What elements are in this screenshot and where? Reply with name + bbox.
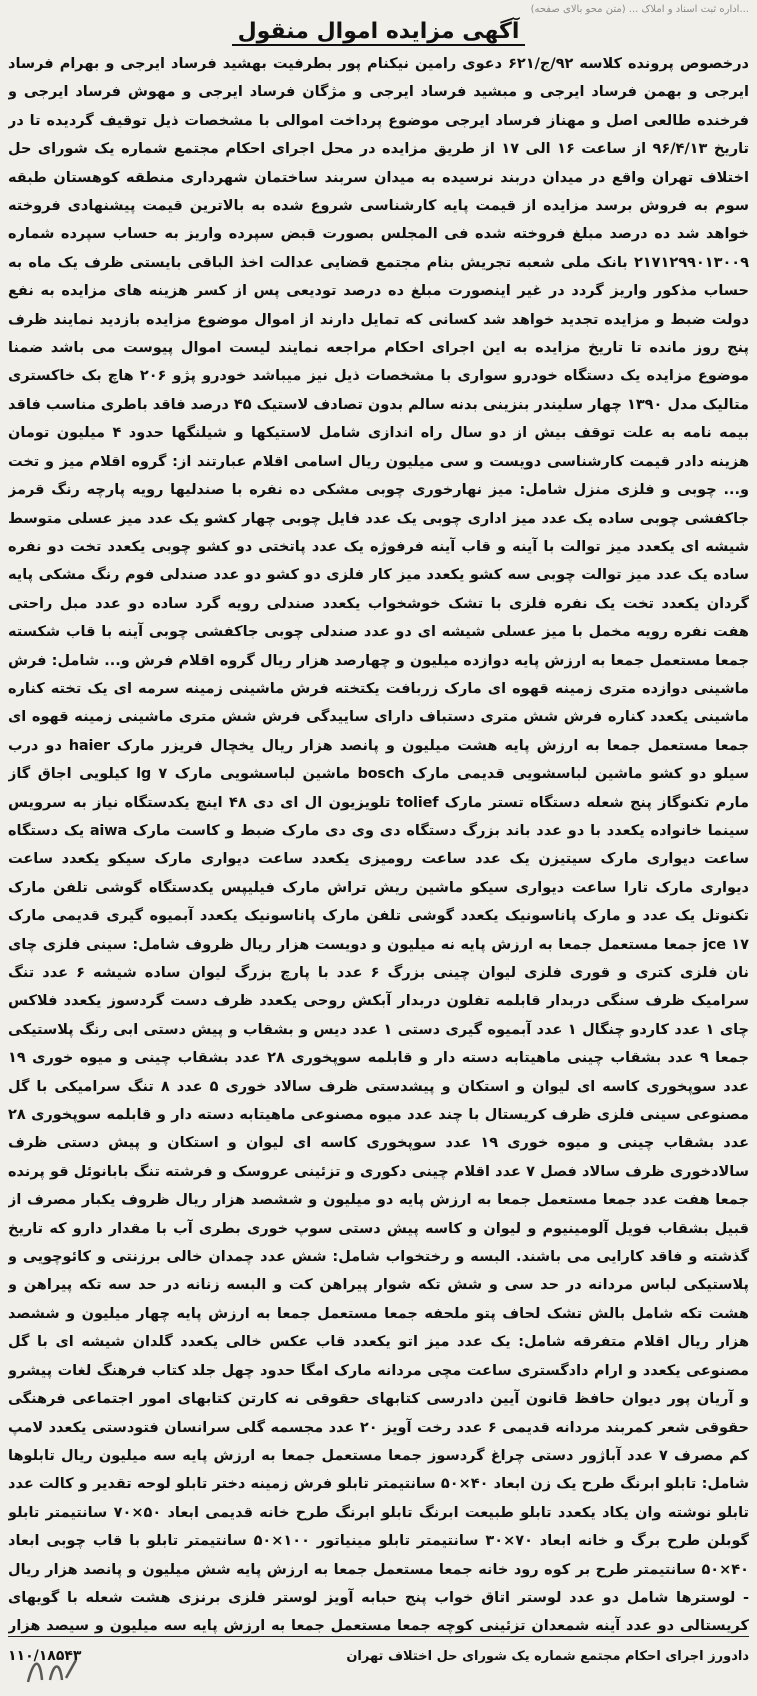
- signature-line: دادورز اجرای احکام مجتمع شماره یک شورای حل اختلاف تهران: [346, 1648, 749, 1664]
- notice-title-text: آگهی مزایده اموال منقول: [232, 19, 526, 46]
- notice-title: [8, 18, 749, 46]
- top-strip-text: ...اداره ثبت اسناد و املاک ... (متن محو بالای صفحه): [530, 4, 749, 15]
- handwritten-mark-icon: [20, 1650, 80, 1690]
- notice-code: ۱۱۰/۱۸۵۴۳: [8, 1648, 82, 1664]
- notice-footer: [8, 1636, 749, 1671]
- notice-body: درخصوص پرونده کلاسه ۹۲/ج/۶۲۱ دعوی رامین نیکنام پور بطرفیت بهشید فرساد ایرجی و بهرام فرساد ایرجی و بهمن فرساد ایرجی و مبشید فرساد ایرجی و مژگان فرساد ایرجی و مهوش فرساد ایرجی و فرخنده طالعی اصل و مهناز فرساد ایرجی موضوع پرداخت اموالی با مشخصات ذیل توقیف گردیده تا در تاریخ ۹۶/۴/۱۳ از ساعت ۱۶ الی ۱۷ از طریق مزایده در محل اجرای احکام مجتمع شماره یک شورای حل اختلاف تهران واقع در میدان دربند نرسیده به میدان سربند ساختمان شهرداری منطقه کوهستان طبقه سوم به فروش برسد مزایده از قیمت پایه کارشناسی شروع شده به بالاترین قیمت پیشنهادی فروخته خواهد شد ده درصد مبلغ فروخته شده فی المجلس بصورت قبض سپرده واریز به حساب سپرده شماره ۲۱۷۱۲۹۹۰۱۳۰۰۹ بانک ملی شعبه تجریش بنام مجتمع قضایی عدالت اخذ الباقی بایستی ظرف یک ماه به حساب مذکور واریز گردد در غیر اینصورت مبلغ ده درصد تودیعی پس از کسر هزینه های مزایده به نفع دولت ضبط و مزایده تجدید خواهد شد کسانی که تمایل دارند از اموال موضوع مزایده بازدید نمایند ظرف پنج روز مانده تا تاریخ مزایده به این اجرای احکام مراجعه نمایند لیست اموال پیوست می باشد ضمنا موضوع مزایده یک دستگاه خودرو سواری با مشخصات ذیل نیز میباشد خودرو پژو ۲۰۶ هاچ بک خاکستری متالیک مدل ۱۳۹۰ چهار سلیندر بنزینی بدنه سالم بدون تصادف لاستیک ۴۵ درصد فاقد باطری مناسب فاقد بیمه نامه به علت توقف بیش از دو سال راه اندازی شامل لاستیکها و شیلنگها حدود ۴ میلیون تومان هزینه دادر قیمت کارشناسی دویست و سی میلیون ریال اسامی اقلام عبارتند از: گروه اقلام میز و تخت و... چوبی و فلزی منزل شامل: میز نهارخوری چوبی مشکی ده نفره با صندلیها رویه پارچه رنگ قرمز جاکفشی چوبی ساده یک عدد میز اداری چوبی یک عدد فایل چوبی چهار کشو یک عدد میز عسلی متوسط شیشه ای یکعدد میز توالت با آینه و قاب آینه فرفوژه یک عدد پاتختی دو کشو چوبی یکعدد تخت دو نفره ساده یک عدد میز توالت چوبی سه کشو یکعدد میز کار فلزی دو کشو دو عدد صندلی فوم رنگ مشکی پایه گردان یکعدد تخت یک نفره فلزی با تشک خوشخواب یکعدد صندلی رویه گرد ساده دو عدد مبل راحتی هفت نفره رویه مخمل با میز عسلی شیشه ای دو عدد صندلی چوبی جاکفشی چوبی آینه با قاب شکسته جمعا مستعمل جمعا به ارزش پایه دوازده میلیون و چهارصد هزار ریال گروه اقلام فرش و... شامل: فرش ماشینی دوازده متری زمینه قهوه ای مارک زربافت یکتخته فرش ماشینی زمینه سرمه ای یک تخته کناره ماشینی یکعدد کناره فرش شش متری دستباف دارای ساییدگی فرش شش متری ماشینی زمینه قهوه ای جمعا مستعمل جمعا به ارزش پایه هشت میلیون و پانصد هزار ریال یخچال فریزر مارک haier دو درب سیلو دو کشو ماشین لباسشویی قدیمی مارک bosch ماشین لباسشویی مارک lg ۷ کیلویی اجاق گاز مارم تکنوگاز پنج شعله دستگاه تستر مارک tolief تلویزیون ال ای دی ۴۸ اینچ یکدستگاه نیاز به سرویس سینما خانواده یکعدد با دو عدد باند بزرگ دستگاه دی وی دی مارک ضبط و کاست مارک aiwa یک دستگاه ساعت دیواری مارک سیتیزن یک عدد ساعت رومیزی یکعدد ساعت دیواری مارک سیکو یکعدد ساعت دیواری مارک تارا ساعت دیواری سیکو ماشین ریش تراش مارک فیلیپس یکدستگاه گوشی تلفن مارک تکنوتل یک عدد و مارک پاناسونیک یکعدد گوشی تلفن مارک پاناسونیک یکعدد آبمیوه گیری قدیمی مارک jce ۱۷ جمعا مستعمل جمعا به ارزش پایه نه میلیون و دویست هزار ریال ظروف شامل: سینی فلزی چای نان فلزی کتری و قوری فلزی لیوان چینی بزرگ ۶ عدد با پارچ بزرگ لیوان ساده شیشه ۶ عدد تنگ سرامیک ظرف سنگی دربدار قابلمه تفلون دربدار آبکش روحی یکعدد ظرف دست گردسوز یکعدد فلاکس چای ۱ عدد کاردو چنگال ۱ عدد آبمیوه گیری دستی ۱ عدد دیس و بشقاب و پیش دستی ابی رنگ پلاستیکی جمعا ۹ عدد بشقاب چینی ماهیتابه دسته دار و قابلمه سوپخوری ۲۸ عدد بشقاب چینی و میوه خوری ۱۹ عدد سوپخوری کاسه ای لیوان و استکان و پیشدستی ظرف سالاد خوری ۵ عدد ۸ تنگ سرامیکی با گل مصنوعی سینی فلزی ظرف کریستال با چند عدد میوه مصنوعی ماهیتابه دسته دار و قابلمه سوپخوری ۲۸ عدد بشقاب چینی و میوه خوری ۱۹ عدد سوپخوری کاسه ای لیوان و استکان و پیش دستی ظرف سالادخوری ظرف سالاد فصل ۷ عدد اقلام چینی دکوری و تزئینی عروسک و فرشته تنگ بابانوئل قو پرنده جمعا هفت عدد جمعا مستعمل جمعا به ارزش پایه دو میلیون و ششصد هزار ریال ظروف یکبار مصرف از قبیل بشقاب فویل آلومینیوم و لیوان و کاسه پیش دستی سوپ خوری بطری آب با مقدار دارو که تاریخ گذشته و فاقد کارایی می باشند. البسه و رختخواب شامل: شش عدد چمدان خالی برزنتی و کائوچویی و پلاستیکی لباس مردانه در حد سی و شش تکه شوار پیراهن کت و البسه زنانه در حد سه تکه پیراهن و هشت تکه شامل بالش تشک لحاف پتو ملحفه جمعا مستعمل جمعا به ارزش پایه چهار میلیون و ششصد هزار ریال اقلام متفرقه شامل: یک عدد میز اتو یکعدد قاب عکس خالی یکعدد گلدان شیشه ای با گل مصنوعی یکعدد و ارام دادگستری ساعت مچی مردانه مارک امگا حدود چهل جلد کتاب فرهنگ لغات پیشرو و آریان پور دیوان حافظ قانون آیین دادرسی کتابهای حقوقی نه کارتن کتابهای امور اجتماعی فرهنگی حقوقی شعر کمربند مردانه قدیمی ۶ عدد رخت آویز ۲۰ عدد مجسمه گلی سرانسان فتودستی یکعدد لامپ کم مصرف ۷ عدد آباژور دستی چراغ گردسوز جمعا مستعمل جمعا به ارزش پایه سه میلیون ریال تابلوها شامل: تابلو ابرنگ طرح یک زن ابعاد ۴۰×۵۰ سانتیمتر تابلو فرش زمینه دختر تابلو لوحه تقدیر و کالت عدد تابلو نوشته وان یکاد یکعدد تابلو طبیعت ابرنگ تابلو ابرنگ طرح خانه قدیمی ابعاد ۵۰×۷۰ سانتیمتر تابلو گوبلن طرح برگ و خانه ابعاد ۷۰×۳۰ سانتیمتر تابلو مینیاتور ۱۰۰×۵۰ سانتیمتر تابلو با قاب چوبی ابعاد ۴۰×۵۰ سانتیمتر طرح بر کوه رود خانه جمعا مستعمل جمعا به ارزش پایه شش میلیون و پانصد هزار ریال - لوسترها شامل دو عدد لوستر اتاق خواب پنج حبابه آویز لوستر فلزی برنزی هشت شعله با گویهای کریستالی دو عدد آینه شمعدان تزئینی کوچه جمعا مستعمل جمعا به ارزش پایه سه میلیون و سیصد هزار: [8, 56, 749, 1634]
